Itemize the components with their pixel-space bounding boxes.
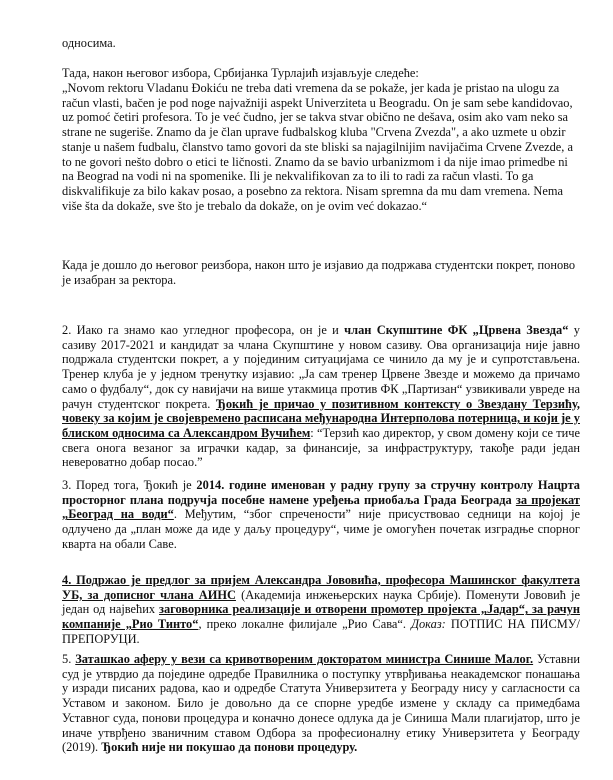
section-2-text-a: 2. Иако га знамо као угледног професора, он је и [62, 323, 345, 337]
section-3 [62, 478, 580, 552]
section-2-quote: : “Терзић као директор, у свом домену који се тиче свега онога везаног за играчки кадар, за финансије, за инфраструктуру, такође ради један невероватно добар посао.” [62, 425, 580, 470]
section-3-underlined-project: за пројекат „Београд на води“ [62, 492, 580, 522]
section-4-proof-text: ПОТПИС НА ПИСМУ/ПРЕПОРУЦИ. [62, 617, 580, 646]
section-5 [62, 652, 580, 755]
section-5-bold-conclusion: Ђокић није ни покушао да понови процедуру. [101, 740, 358, 755]
section-3-text-a: 3. Поред тога, Ђокић је [62, 478, 197, 492]
section-2-text-c: у сазиву 2017-2021 и кандидат за члана Скупштине у новом сазиву. Ова организација није јавно подржала студентски покрет, а у појединим ситуацијама се чинило да му је и супротстављена. Тренер клуба је у једном тренутку изјавио: „Ја сам тренер Црвене Звезде и можемо да причамо само о фудбалу“, док су навијачи на више утакмица против ФК „Партизан“ узвикивали увреде на рачун студентског покрета. [62, 323, 580, 411]
section-4-text-d: , преко локалне филијале „Рио Сава“. [198, 617, 412, 632]
paragraph-reelection: Када је дошло до његовог реизбора, након што је изјавио да подржава студентски покрет, поново је изабран за ректора. [62, 258, 576, 287]
paragraph-continuation: односима. [62, 36, 116, 50]
section-4 [62, 573, 580, 647]
section-5-text-c: Уставни суд је утврдио да поједине одредбе Правилника о поступку утврђивања неакадемског понашања у изради писаних радова, као и одредбе Статута Универзитета у Београду нису у сагласности са Уставом и законом. Било је довољно да се спорне уредбе измене у складу са примедбама Уставног суда, понови процедура и коначно донесе одлука да је Синиша Мали плагијатор, што је иначе утврђено званичним ставом Одбора за професионалну етику Универзитета у Београду (2019). [62, 652, 581, 755]
section-3-text-e: . Међутим, “због спречености” није присуствовао седници на којој је одлучено да „план може да иде у даљу процедуру“, чиме је омогућен почетак изградње спорног кварта на обали Саве. [62, 507, 581, 551]
section-5-number: 5. [62, 652, 76, 666]
section-2-bold-club: члан Скупштине ФК „Црвена Звезда“ [344, 323, 569, 337]
paragraph-turlajic-intro: Тада, након његовог избора, Србијанка Турлајић изјављује следеће: [62, 66, 419, 80]
section-3-bold-working-group: 2014. године именован у радну групу за стручну контролу Нацрта просторног плана подручја посебне намене уређења приобаља Града Београда [62, 478, 581, 507]
section-5-underlined-affair: Заташкао аферу у вези са кривотвореним докторатом министра Синише Малог. [75, 652, 534, 666]
section-2-underlined-terzic: Ђокић је причао у позитивном контексту о Звездану Терзићу, човеку за којим је својевремено расписана међународна Интерполова потерница, и који је у блиском односима са Александром Вучићем [62, 396, 580, 440]
section-4-proof-label: Доказ: [411, 617, 446, 632]
section-4-underlined-proposal: 4. Подржао је предлог за пријем Александра Јововића, професора Машинског факултета УБ, за дописног члана АИНС [62, 573, 580, 602]
section-2 [62, 323, 580, 470]
section-4-text-b: (Академија инжењерских наука Србије). Поменути Јововић је један од највећих [62, 587, 580, 617]
section-4-underlined-jadar: заговорника реализације и отворени промотер пројекта „Јадар“, за рачун компаније „Рио Тинто“ [62, 602, 580, 632]
turlajic-quote: „Novom rektoru Vladanu Đokiću ne treba dati vremena da se pokaže, jer kada je pristao na ulogu za račun vlasti, bačen je pod noge najvažniji aspekt Univerziteta u Beogradu. On je sam sebe kandidovao, uz pomoć četiri profesora. To je već čudno, jer se takva stvar obično ne dešava, osim ako vam neko sa strane ne sugeriše. Znamo da je član uprave fudbalskog kluba "Crvena Zvezda", a ako uzmete u obzir stanje u našem fudbalu, članstvo tamo govori da ste bliski sa najagilnijim navijačima Crvene Zvezde, a to ne govori nešto dobro o etici te ličnosti. Znamo da se bavio urbanizmom i da nije imao primedbe ni na Beograd na vodi ni na spomenike. Ili je nekvalifikovan za to ili to radi za račun vlasti. To ga diskvalifikuje za bilo kakav posao, a posebno za rektora. Nisam spremna da mu dam vremena. Nema više šta da dokaže, sve što je trebalo da dokaže, on je ovim već dokazao.“ [62, 81, 573, 213]
